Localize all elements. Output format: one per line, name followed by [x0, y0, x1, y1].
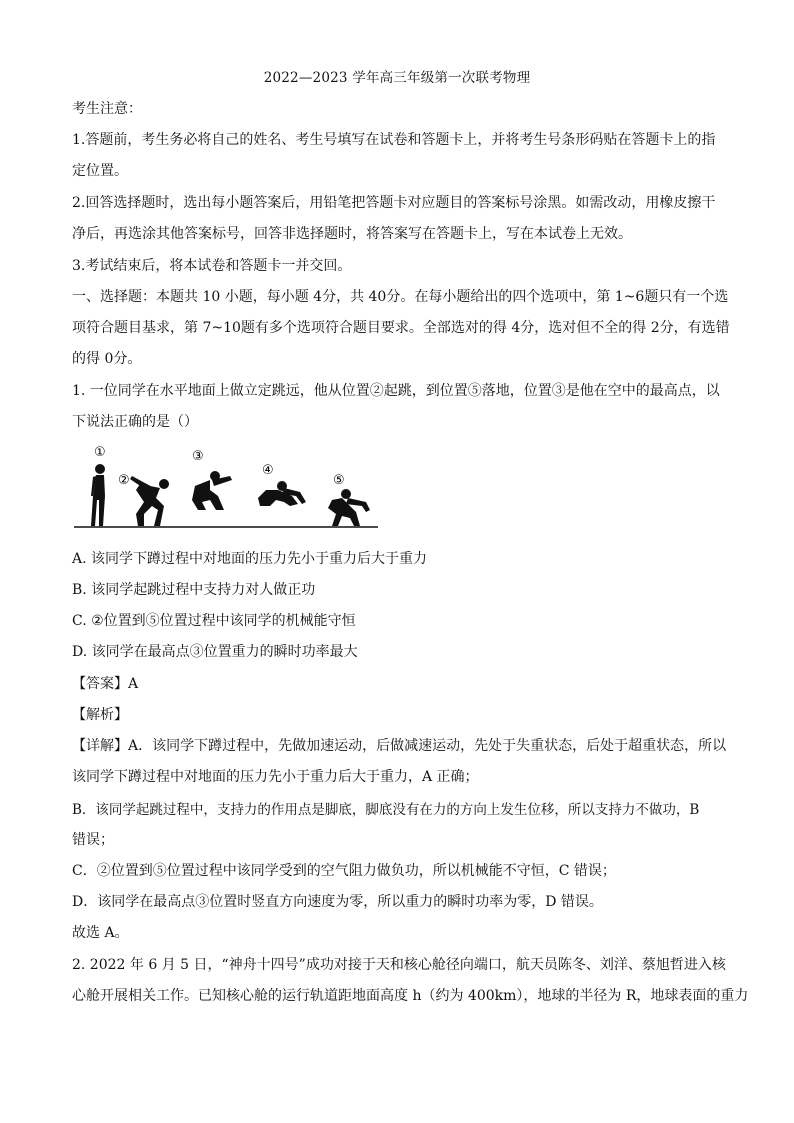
question-2-stem: 2. 2022 年 6 月 5 日，“神舟十四号”成功对接于天和核心舱径向端口，航天员陈冬、刘洋、蔡旭哲进入核: [72, 957, 726, 973]
jumper-pose-5: [328, 489, 370, 526]
notice-item-2: 2.回答选择题时，选出每小题答案后，用铅笔把答题卡对应题目的答案标号涂黑。如需改动，用橡皮擦干: [72, 195, 716, 211]
notice-item-2-cont: 净后，再选涂其他答案标号，回答非选择题时，将答案写在答题卡上，写在本试卷上无效。: [72, 226, 632, 242]
figure-label-5: ⑤: [333, 473, 345, 488]
question-1-stem: 1. 一位同学在水平地面上做立定跳远，他从位置②起跳，到位置⑤落地，位置③是他在空中的最高点，以: [72, 383, 720, 399]
question-1-detail-c: C．②位置到⑤位置过程中该同学受到的空气阻力做负功，所以机械能不守恒，C 错误；: [72, 863, 616, 879]
jumper-pose-1: [91, 464, 105, 526]
question-1-answer: 【答案】A: [72, 676, 139, 692]
section-instructions-end: 的得 0分。: [72, 351, 142, 367]
notice-heading: 考生注意：: [72, 101, 142, 117]
question-1-option-a: A. 该同学下蹲过程中对地面的压力先小于重力后大于重力: [72, 551, 428, 567]
question-1-detail-a: 【详解】A．该同学下蹲过程中，先做加速运动，后做减速运动，先处于失重状态，后处于超重状态，所以: [72, 738, 727, 754]
notice-item-3: 3.考试结束后，将本试卷和答题卡一并交回。: [72, 258, 352, 274]
jumper-pose-4: [258, 481, 306, 506]
question-1-option-d: D. 该同学在最高点③位置重力的瞬时功率最大: [72, 644, 358, 660]
notice-item-1: 1.答题前，考生务必将自己的姓名、考生号填写在试卷和答题卡上，并将考生号条形码贴在答题卡上的指: [72, 132, 716, 148]
question-1-detail-b-cont: 错误；: [72, 832, 114, 848]
notice-item-1-cont: 定位置。: [72, 163, 128, 179]
jumper-pose-3: [192, 471, 232, 510]
section-instructions: 项符合题目基求，第 7~10题有多个选项符合题目要求。全部选对的得 4分，选对但不全的得 2分，有选错: [72, 320, 730, 336]
jumper-pose-2: [130, 476, 169, 526]
question-1-option-c: C. ②位置到⑤位置过程中该同学的机械能守恒: [72, 613, 356, 629]
question-2-stem-cont: 心舱开展相关工作。已知核心舱的运行轨道距地面高度 h（约为 400km），地球的半径为 R，地球表面的重力: [72, 988, 749, 1004]
question-1-analysis-heading: 【解析】: [72, 707, 128, 723]
page-title: 2022—2023 学年高三年级第一次联考物理: [263, 70, 531, 86]
question-1-detail-b: B．该同学起跳过程中，支持力的作用点是脚底，脚底没有在力的方向上发生位移，所以支持力不做功，B: [72, 802, 700, 818]
figure-label-1: ①: [94, 445, 106, 460]
figure-label-4: ④: [262, 463, 274, 478]
question-1-option-b: B. 该同学起跳过程中支持力对人做正功: [72, 582, 316, 598]
question-1-conclusion: 故选 A。: [72, 925, 129, 941]
question-1-detail-d: D．该同学在最高点③位置时竖直方向速度为零，所以重力的瞬时功率为零，D 错误。: [72, 894, 603, 910]
question-1-stem-cont: 下说法正确的是（）: [72, 414, 198, 430]
section-heading: 一、选择题：本题共 10 小题，每小题 4分，共 40分。在每小题给出的四个选项中，第 1~6题只有一个选: [72, 289, 729, 305]
figure-label-3: ③: [192, 449, 204, 464]
question-1-detail-a-cont: 该同学下蹲过程中对地面的压力先小于重力后大于重力，A 正确；: [72, 769, 479, 785]
figure-label-2: ②: [118, 473, 130, 488]
long-jump-figure: [70, 444, 382, 532]
